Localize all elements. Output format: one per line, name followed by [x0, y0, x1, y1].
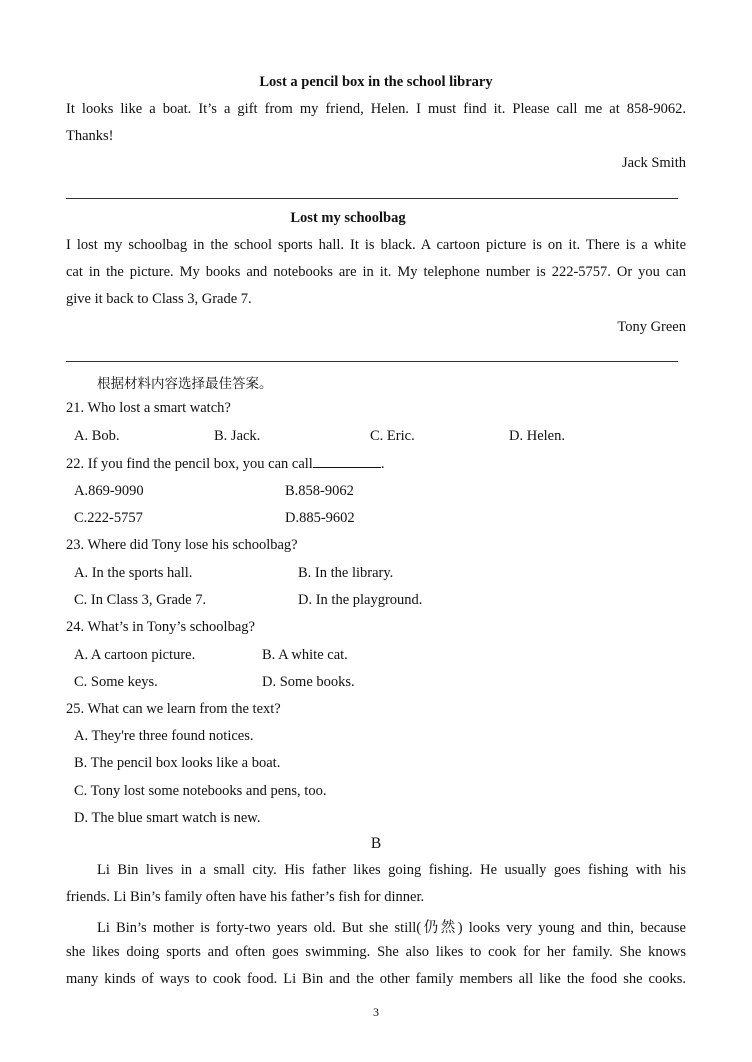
answer-option: B. The pencil box looks like a boat.: [74, 755, 281, 771]
question-stem: [66, 455, 384, 473]
separator-line: [66, 198, 678, 199]
question-stem-text: 22. If you find the pencil box, you can call: [66, 456, 313, 472]
answer-option: B. Jack.: [214, 428, 261, 444]
notice1-signature: Jack Smith: [621, 155, 686, 171]
answer-option: B. In the library.: [298, 565, 394, 581]
answer-option: B. A white cat.: [262, 647, 348, 663]
answer-option: B.858-9062: [285, 483, 354, 499]
notice2-line: cat in the picture. My books and notebooks are in it. My telephone number is 222-5757. Or you can: [66, 264, 686, 280]
passage-line: friends. Li Bin’s family often have his father’s fish for dinner.: [66, 889, 425, 905]
passage-line: many kinds of ways to cook food. Li Bin and the other family members all like the food she cooks.: [66, 971, 686, 987]
answer-option: C. Some keys.: [74, 674, 158, 690]
answer-option: C. In Class 3, Grade 7.: [74, 592, 207, 608]
question-stem: 21. Who lost a smart watch?: [66, 400, 231, 416]
notice2-line: I lost my schoolbag in the school sports hall. It is black. A cartoon picture is on it. There is a white: [66, 237, 686, 253]
question-stem: 25. What can we learn from the text?: [66, 701, 281, 717]
passage-line: Li Bin’s mother is forty-two years old. But she still(仍然) looks very young and thin, because: [97, 920, 686, 936]
answer-option: A.869-9090: [74, 483, 144, 499]
answer-option: A. In the sports hall.: [74, 565, 193, 581]
answer-option: D. Some books.: [262, 674, 355, 690]
page-number: 3: [373, 1005, 379, 1019]
notice2-line: give it back to Class 3, Grade 7.: [66, 291, 252, 307]
answer-option: D.885-9602: [285, 510, 355, 526]
answer-option: A. A cartoon picture.: [74, 647, 196, 663]
answer-option: A. They're three found notices.: [74, 728, 254, 744]
separator-line: [66, 361, 678, 362]
question-stem-end: .: [380, 456, 385, 472]
passage-line: she likes doing sports and often goes swimming. She also likes to cook for her family. She knows: [66, 944, 686, 960]
instruction-text: 根据材料内容选择最佳答案。: [97, 376, 273, 392]
notice1-line: It looks like a boat. It’s a gift from my friend, Helen. I must find it. Please call me at 858-9062.: [66, 101, 686, 117]
notice2-signature: Tony Green: [617, 319, 686, 335]
question-stem: 24. What’s in Tony’s schoolbag?: [66, 619, 255, 635]
answer-option: D. The blue smart watch is new.: [74, 810, 261, 826]
answer-blank: [313, 455, 381, 468]
answer-option: C.222-5757: [74, 510, 143, 526]
answer-option: C. Eric.: [370, 428, 415, 444]
answer-option: C. Tony lost some notebooks and pens, too.: [74, 783, 327, 799]
passage-line: Li Bin lives in a small city. His father likes going fishing. He usually goes fishing with his: [97, 862, 686, 878]
notice2-title: Lost my schoolbag: [290, 210, 406, 226]
section-heading: B: [370, 835, 382, 852]
notice1-title: Lost a pencil box in the school library: [259, 74, 493, 90]
answer-option: D. Helen.: [509, 428, 565, 444]
answer-option: A. Bob.: [74, 428, 120, 444]
question-stem: 23. Where did Tony lose his schoolbag?: [66, 537, 298, 553]
answer-option: D. In the playground.: [298, 592, 423, 608]
notice1-line: Thanks!: [66, 128, 114, 144]
